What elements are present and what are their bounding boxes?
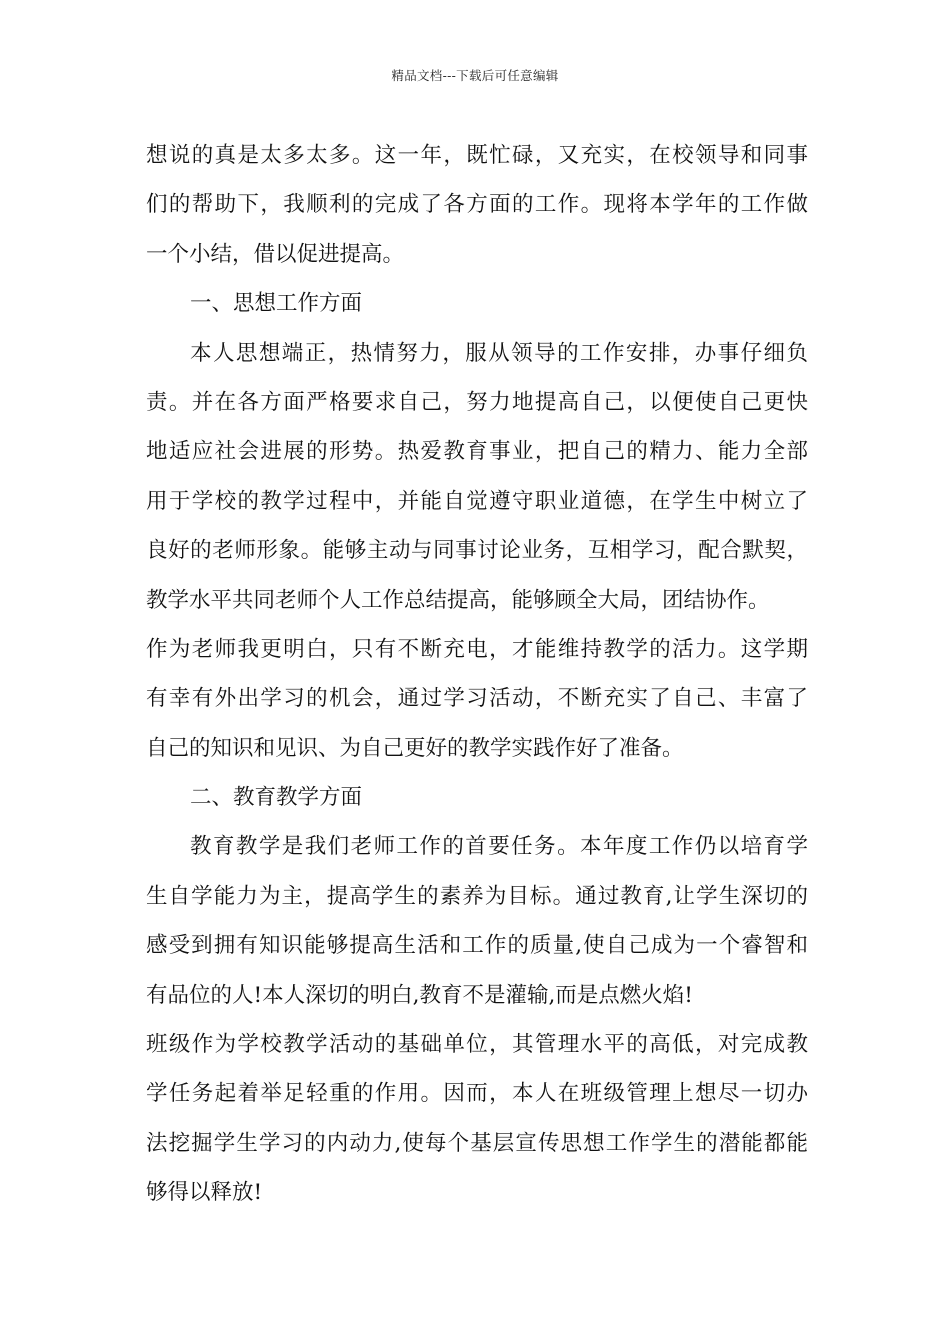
text-line: 们的帮助下，我顺利的完成了各方面的工作。现将本学年的工作做 [146,192,808,218]
text-line: 够得以释放! [146,1180,263,1206]
text-line: 良好的老师形象。能够主动与同事讨论业务，互相学习，配合默契， [146,538,808,564]
text-line: 有幸有外出学习的机会，通过学习活动，不断充实了自己、丰富了 [146,686,808,712]
text-line: 班级作为学校教学活动的基础单位，其管理水平的高低，对完成教 [146,1032,808,1058]
page-header: 精品文档---下载后可任意编辑 [391,68,559,83]
text-line: 学任务起着举足轻重的作用。因而，本人在班级管理上想尽一切办 [146,1081,808,1107]
document-body [146,131,808,1218]
text-line: 地适应社会进展的形势。热爱教育事业，把自己的精力、能力全部 [146,439,808,465]
text-line: 感受到拥有知识能够提高生活和工作的质量,使自己成为一个睿智和 [146,933,808,959]
paragraph-start: 本人思想端正，热情努力，服从领导的工作安排，办事仔细负 [190,340,808,366]
text-line: 一个小结，借以促进提高。 [146,241,405,267]
section-heading-1: 一、思想工作方面 [190,291,363,317]
text-line: 想说的真是太多太多。这一年，既忙碌，又充实，在校领导和同事 [146,143,808,168]
text-line: 生自学能力为主，提高学生的素养为目标。通过教育,让学生深切的 [146,883,808,909]
text-line: 有品位的人!本人深切的明白,教育不是灌输,而是点燃火焰! [146,982,693,1008]
text-line: 自己的知识和见识、为自己更好的教学实践作好了准备。 [146,735,684,761]
text-line: 责。并在各方面严格要求自己，努力地提高自己，以便使自己更快 [146,389,808,415]
text-line: 教学水平共同老师个人工作总结提高，能够顾全大局，团结协作。 [146,587,770,613]
text-line: 作为老师我更明白，只有不断充电，才能维持教学的活力。这学期 [146,636,808,662]
text-line: 法挖掘学生学习的内动力,使每个基层宣传思想工作学生的潜能都能 [146,1130,808,1156]
text-line: 用于学校的教学过程中，并能自觉遵守职业道德，在学生中树立了 [146,488,808,514]
paragraph-start: 教育教学是我们老师工作的首要任务。本年度工作仍以培育学 [190,834,808,860]
section-heading-2: 二、教育教学方面 [190,785,363,811]
